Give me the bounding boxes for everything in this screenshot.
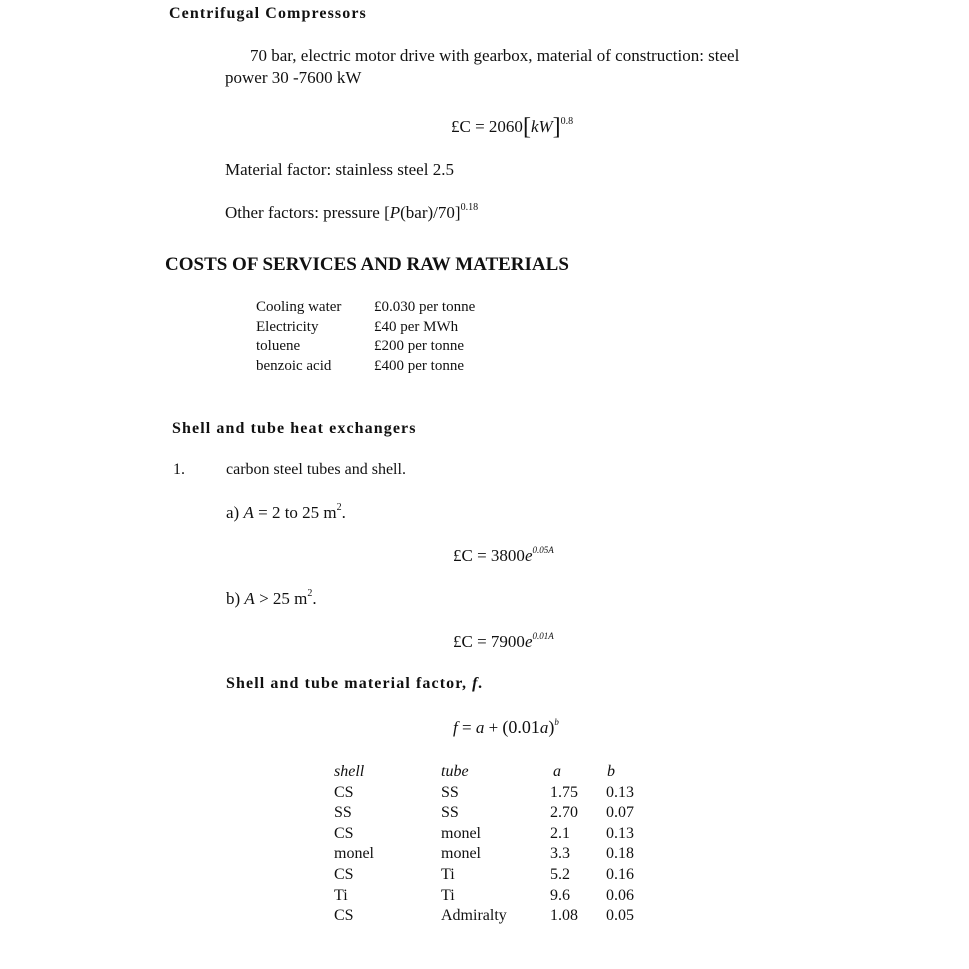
table-row: [256, 337, 475, 357]
material-factor-heading-text: Shell and tube material factor,: [226, 675, 473, 692]
table-row: [334, 824, 657, 845]
cell-b: 0.16: [606, 865, 634, 883]
table-row: [256, 318, 475, 338]
cell-shell: CS: [334, 907, 354, 925]
service-name: Cooling water: [256, 299, 342, 315]
table-row: [256, 357, 475, 377]
factor-formula-a: a: [475, 718, 485, 737]
other-factors-label: Other factors: pressure [: [225, 203, 390, 222]
cell-b: 0.05: [606, 907, 634, 925]
compressor-formula-lhs: £C = 2060: [451, 117, 523, 136]
material-factor-formula: [453, 717, 559, 738]
case-b-text: [226, 589, 317, 609]
table-row: [334, 865, 657, 886]
material-factor-heading: [226, 675, 484, 693]
formula-b-lhs: £C = 7900: [453, 632, 525, 651]
case-a-sup: 2: [336, 502, 342, 513]
header-b: b: [607, 763, 615, 780]
factor-formula-f: f: [453, 718, 458, 737]
compressor-formula-unit: kW: [530, 117, 553, 136]
table-header-row: [334, 762, 657, 783]
cell-tube: Ti: [441, 886, 455, 904]
service-cost: £400 per tonne: [374, 357, 464, 374]
material-factor-heading-var: f.: [472, 675, 484, 692]
cell-b: 0.18: [606, 845, 634, 863]
cell-b: 0.06: [606, 886, 634, 904]
case-b-end: .: [312, 589, 317, 608]
formula-a-exponent: 0.05A: [532, 545, 554, 555]
factor-formula-paren: (0.01: [502, 717, 540, 737]
item-number: 1.: [173, 461, 185, 478]
other-factors-rest: (bar)/70]: [400, 203, 461, 222]
formula-b-base: e: [524, 632, 533, 651]
factor-formula-close: ): [548, 717, 555, 737]
factor-formula-plus: +: [484, 718, 503, 737]
cell-shell: monel: [334, 845, 374, 863]
cell-a: 2.1: [550, 824, 570, 842]
service-name: toluene: [256, 338, 301, 354]
services-table: [256, 298, 475, 376]
service-cost: £200 per tonne: [374, 338, 464, 354]
header-tube: tube: [441, 763, 469, 780]
cell-shell: Ti: [334, 886, 348, 904]
cell-shell: CS: [334, 824, 354, 842]
case-b-prefix: b): [226, 589, 245, 608]
cell-a: 1.08: [550, 907, 578, 925]
formula-a-base: e: [524, 546, 533, 565]
other-factors-var: P: [389, 203, 401, 222]
header-shell: shell: [334, 763, 365, 780]
formula-a: [453, 546, 554, 566]
cell-b: 0.13: [606, 783, 634, 801]
other-factors-text: [225, 203, 478, 223]
compressors-heading: Centrifugal Compressors: [169, 5, 367, 22]
material-factor-text: Material factor: stainless steel 2.5: [225, 160, 454, 179]
item-text: carbon steel tubes and shell.: [226, 461, 406, 478]
cell-a: 3.3: [550, 845, 570, 863]
formula-b-exponent: 0.01A: [532, 631, 554, 641]
header-a: a: [553, 763, 561, 780]
service-cost: £40 per MWh: [374, 318, 459, 335]
cell-b: 0.07: [606, 804, 634, 822]
factor-formula-exp: b: [554, 717, 559, 727]
case-a-var: A: [243, 503, 254, 522]
cell-tube: Admiralty: [441, 907, 507, 925]
case-b-var: A: [244, 589, 255, 608]
other-factors-exponent: 0.18: [460, 202, 479, 213]
service-cost: £0.030 per tonne: [374, 299, 476, 315]
compressor-formula-exponent: 0.8: [560, 116, 574, 127]
table-row: [334, 906, 657, 927]
formula-b: [453, 632, 554, 652]
table-row: [334, 783, 657, 804]
cell-tube: SS: [441, 783, 459, 801]
case-a-range: = 2 to 25 m: [253, 503, 337, 522]
cell-a: 9.6: [550, 886, 570, 904]
factor-formula-a2: a: [539, 718, 549, 737]
material-factor-table: [334, 762, 657, 927]
table-row: [334, 844, 657, 865]
heat-exchangers-heading: Shell and tube heat exchangers: [172, 420, 417, 437]
case-b-sup: 2: [307, 588, 313, 599]
compressor-cost-formula: £C = 2060[kW]$^{0.8}$: [451, 114, 574, 140]
case-b-range: > 25 m: [254, 589, 308, 608]
case-a-prefix: a): [226, 503, 244, 522]
services-heading: COSTS OF SERVICES AND RAW MATERIALS: [165, 254, 569, 275]
cell-tube: monel: [441, 824, 481, 842]
table-row: [256, 298, 475, 318]
cell-tube: monel: [441, 845, 481, 863]
compressors-line-1: 70 bar, electric motor drive with gearbox, material of construction: steel: [250, 46, 740, 65]
cell-a: 5.2: [550, 865, 570, 883]
service-name: benzoic acid: [256, 357, 332, 374]
cell-a: 2.70: [550, 804, 578, 822]
compressors-line-2: power 30 -7600 kW: [225, 68, 362, 87]
cell-b: 0.13: [606, 824, 634, 842]
cell-shell: CS: [334, 865, 354, 883]
cell-shell: CS: [334, 783, 354, 801]
formula-a-lhs: £C = 3800: [453, 546, 525, 565]
cell-tube: Ti: [441, 865, 455, 883]
table-row: [334, 886, 657, 907]
cell-a: 1.75: [550, 783, 578, 801]
service-name: Electricity: [256, 318, 319, 335]
case-a-text: [226, 503, 346, 523]
case-a-end: .: [341, 503, 346, 522]
factor-formula-eq: =: [457, 718, 476, 737]
cell-shell: SS: [334, 804, 352, 822]
table-row: [334, 803, 657, 824]
cell-tube: SS: [441, 804, 459, 822]
